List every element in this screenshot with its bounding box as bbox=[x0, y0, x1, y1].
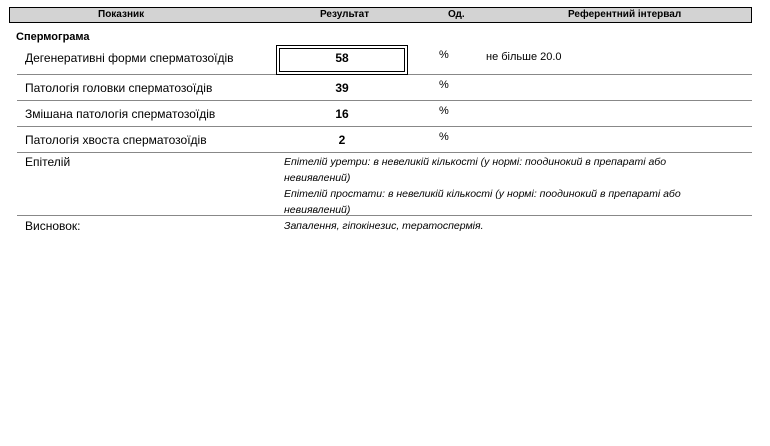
header-indicator: Показник bbox=[98, 9, 145, 20]
row-reference: не більше 20.0 bbox=[486, 51, 562, 63]
table-row bbox=[17, 101, 752, 127]
row-name: Змішана патологія сперматозоїдів bbox=[25, 107, 216, 121]
epithelium-urethra: Епітелій уретри: в невеликій кількості (у нормі: поодинокий в препараті або невиявлений) bbox=[284, 156, 667, 184]
row-unit: % bbox=[439, 79, 449, 91]
table-row bbox=[17, 127, 752, 153]
table-row bbox=[17, 45, 752, 75]
header-unit: Од. bbox=[448, 9, 465, 20]
row-unit: % bbox=[439, 49, 449, 61]
section-title: Спермограма bbox=[16, 31, 90, 43]
row-result: 16 bbox=[335, 107, 349, 121]
header-reference: Референтний інтервал bbox=[568, 9, 682, 20]
conclusion-text: Запалення, гіпокінезис, тератоспермія. bbox=[284, 220, 484, 232]
epithelium-label: Епітелій bbox=[25, 155, 71, 169]
row-unit: % bbox=[439, 105, 449, 117]
table-row bbox=[17, 75, 752, 101]
row-name: Патологія головки сперматозоїдів bbox=[25, 81, 213, 95]
conclusion-label: Висновок: bbox=[25, 219, 81, 233]
epithelium-prostate: Епітелій простати: в невеликій кількості (у нормі: поодинокий в препараті або невиявлений) bbox=[284, 188, 681, 216]
table-header bbox=[9, 7, 752, 23]
row-result: 39 bbox=[335, 81, 349, 95]
row-unit: % bbox=[439, 131, 449, 143]
header-result: Результат bbox=[320, 9, 370, 20]
row-result: 2 bbox=[338, 133, 346, 147]
row-result: 58 bbox=[335, 51, 349, 65]
row-name: Патологія хвоста сперматозоїдів bbox=[25, 133, 207, 147]
row-name: Дегенеративні форми сперматозоїдів bbox=[25, 51, 234, 65]
